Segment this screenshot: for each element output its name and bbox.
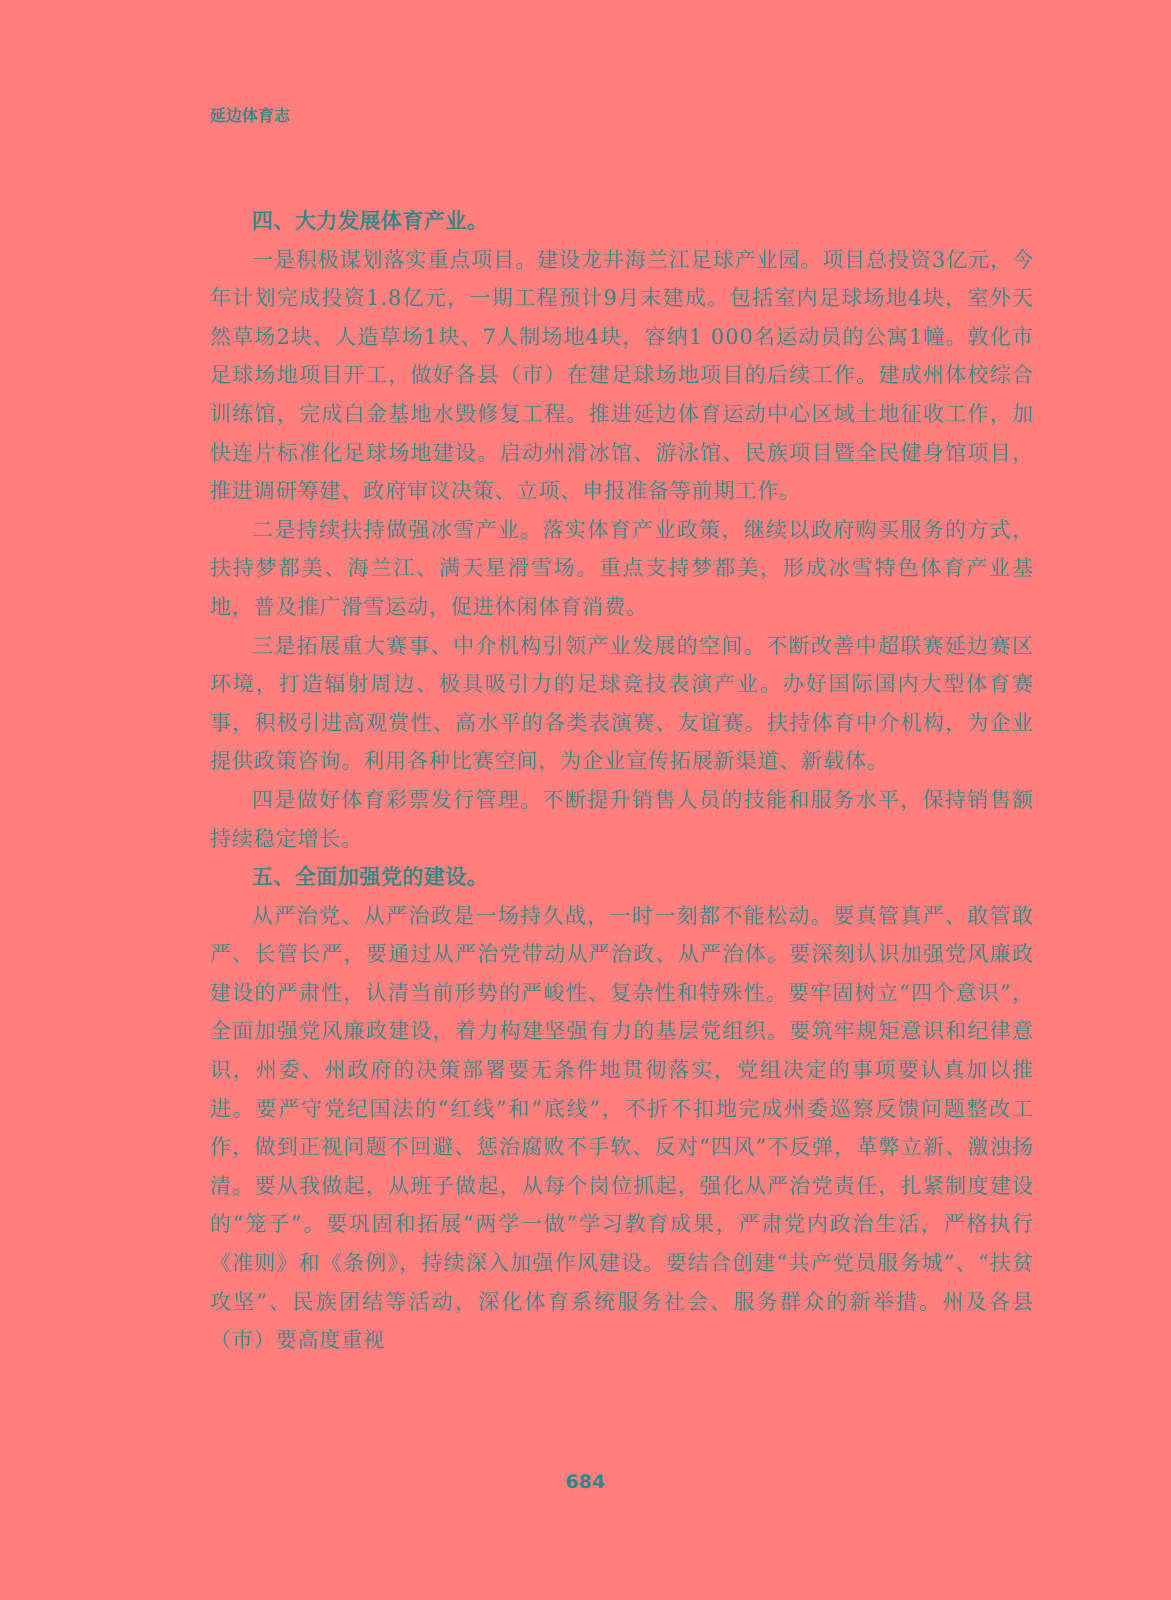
running-header-title: 延边体育志 <box>210 106 291 125</box>
paragraph-ice-snow-industry: 二是持续扶持做强冰雪产业。落实体育产业政策，继续以政府购买服务的方式，扶持梦都美、海兰江、满天星滑雪场。重点支持梦都美，形成冰雪特色体育产业基地，普及推广滑雪运动，促进休闲体育消费。 <box>210 517 1034 619</box>
section-heading-industry: 四、大力发展体育产业。 <box>252 209 489 233</box>
paragraph-major-events: 三是拓展重大赛事、中介机构引领产业发展的空间。不断改善中超联赛延边赛区环境，打造辐射周边、极具吸引力的足球竞技表演产业。办好国际国内大型体育赛事，积极引进高观赏性、高水平的各类表演赛、友谊赛。扶持体育中介机构，为企业提供政策咨询。利用各种比赛空间，为企业宣传拓展新渠道、新载体。 <box>210 633 1034 774</box>
paragraph-sports-lottery: 四是做好体育彩票发行管理。不断提升销售人员的技能和服务水平，保持销售额持续稳定增长。 <box>210 787 1034 851</box>
paragraph-party-discipline: 从严治党、从严治政是一场持久战，一时一刻都不能松动。要真管真严、敢管敢严、长管长严，要通过从严治党带动从严治政、从严治体。要深刻认识加强党风廉政建设的严肃性，认清当前形势的严峻性、复杂性和特殊性。要牢固树立“四个意识”，全面加强党风廉政建设，着力构建坚强有力的基层党组织。要筑牢规矩意识和纪律意识，州委、州政府的决策部署要无条件地贯彻落实，党组决定的事项要认真加以推进。要严守党纪国法的“红线”和“底线”，不折不扣地完成州委巡察反馈问题整改工作，做到正视问题不回避、惩治腐败不手软、反对“四风”不反弹，革弊立新、激浊扬清。要从我做起，从班子做起，从每个岗位抓起，强化从严治党责任，扎紧制度建设的“笼子”。要巩固和拓展“两学一做”学习教育成果，严肃党内政治生活，严格执行《准则》和《条例》，持续深入加强作风建设。要结合创建“共产党员服务城”、“扶贫攻坚”、民族团结等活动，深化体育系统服务社会、服务群众的新举措。州及各县（市）要高度重视 <box>210 903 1034 1353</box>
paragraph-key-projects: 一是积极谋划落实重点项目。建设龙井海兰江足球产业园。项目总投资3亿元，今年计划完成投资1.8亿元，一期工程预计9月末建成。包括室内足球场地4块，室外天然草场2块、人造草场1块、7人制场地4块，容纳1 000名运动员的公寓1幢。敦化市足球场地项目开工，做好各县（市）在建足球场地项目的后续工作。建成州体校综合训练馆，完成白金基地水毁修复工程。推进延边体育运动中心区域土地征收工作，加快连片标准化足球场地建设。启动州滑冰馆、游泳馆、民族项目暨全民健身馆项目，推进调研筹建、政府审议决策、立项、申报准备等前期工作。 <box>210 247 1034 504</box>
section-heading-party-building: 五、全面加强党的建设。 <box>252 865 489 890</box>
page-number: 684 <box>565 1471 606 1493</box>
body-text <box>210 202 1034 1360</box>
